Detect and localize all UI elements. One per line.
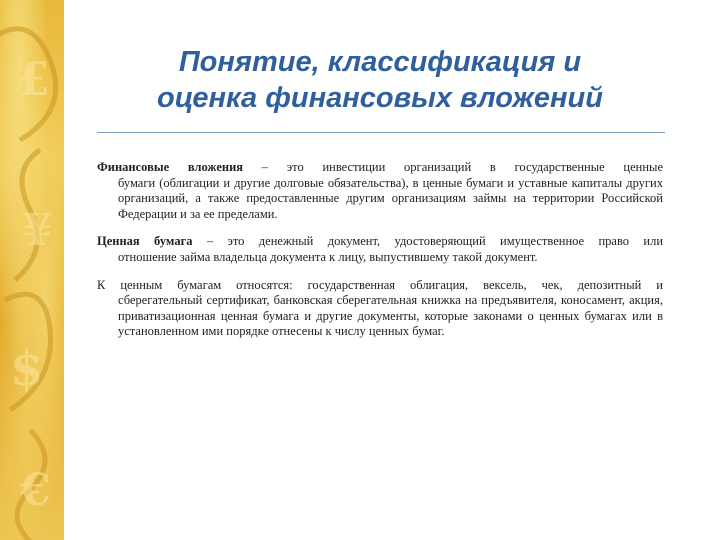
paragraph-first-line — [97, 234, 663, 250]
svg-text:€: € — [20, 465, 51, 516]
paragraph-security — [97, 234, 663, 265]
slide-title-line-2: оценка финансовых вложений — [156, 82, 603, 114]
definition-text: – это инвестиции организаций в государственные ценные — [243, 160, 663, 174]
definition-text: – это денежный документ, удостоверяющий имущественное право или — [192, 234, 664, 249]
title-divider — [97, 132, 665, 133]
paragraph-continuation: сберегательный сертификат, банковская сберегательная книжка на предъявителя, коносамент, акция, приватизационная ценная бумага и другие документы, которые законами о ценных бумагах или в установленном ими порядке отнесены к числу ценных бумаг. — [118, 293, 663, 339]
currency-symbols-pattern — [0, 0, 64, 540]
slide-title-line-1: Понятие, классификация и — [178, 46, 582, 78]
slide-body — [97, 160, 663, 352]
decorative-gold-sidebar — [0, 0, 64, 540]
definition-text: К ценным бумагам относятся: государственная облигация, вексель, чек, депозитный и — [97, 277, 663, 292]
paragraph-first-line — [97, 278, 663, 294]
paragraph-financial-investments — [97, 160, 663, 222]
paragraph-continuation: отношение займа владельца документа к лицу, выпустившему такой документ. — [118, 249, 538, 264]
svg-text:$: $ — [10, 341, 44, 397]
paragraph-first-line — [97, 160, 663, 176]
slide-title — [80, 44, 680, 116]
svg-text:£: £ — [18, 52, 51, 106]
svg-text:¥: ¥ — [22, 205, 53, 256]
term-financial-investments: Финансовые вложения — [97, 160, 244, 174]
term-security: Ценная бумага — [97, 234, 193, 249]
paragraph-continuation: бумаги (облигации и другие долговые обязательства), в ценные бумаги и уставные капиталы других организаций, а также предоставленные другим организациям займы на территории Российской Федерации и за ее пределами. — [118, 175, 663, 221]
paragraph-securities-list — [97, 278, 663, 340]
